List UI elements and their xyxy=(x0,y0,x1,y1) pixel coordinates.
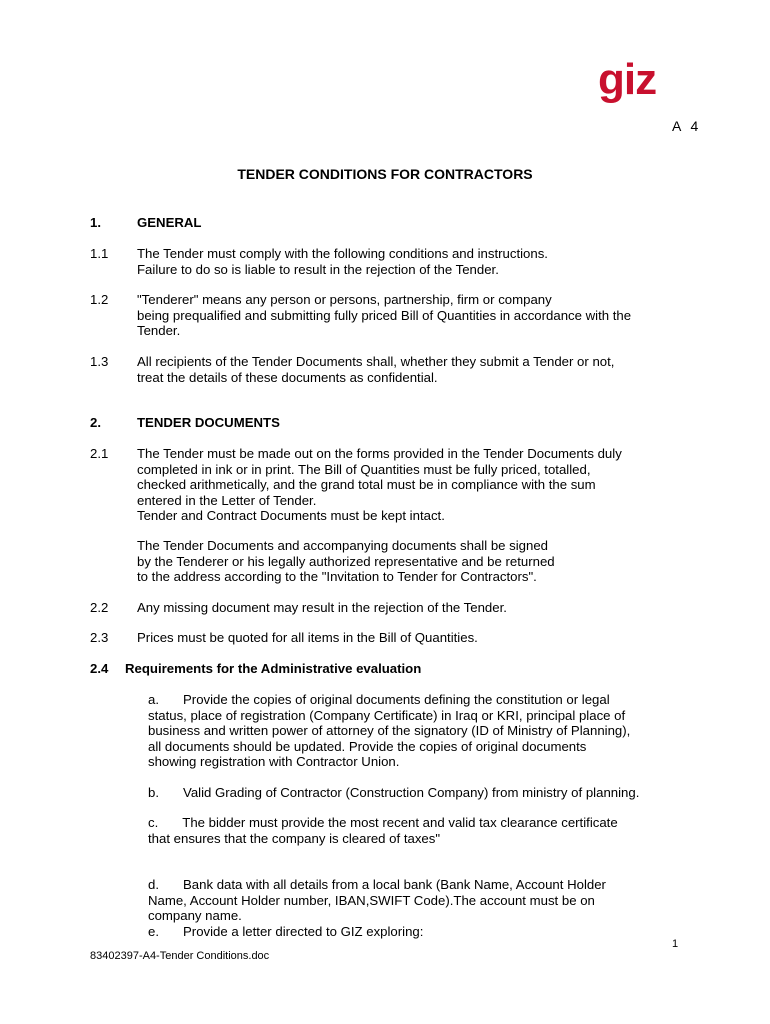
item-2-2-number: 2.2 xyxy=(90,600,109,615)
annex-label: A 4 xyxy=(672,118,702,134)
section-2-number: 2. xyxy=(90,415,101,430)
text-line: checked arithmetically, and the grand total must be in compliance with the sum xyxy=(137,477,596,492)
text-span: Valid Grading of Contractor (Construction Company) from ministry of planning. xyxy=(183,785,640,800)
text-line: All recipients of the Tender Documents shall, whether they submit a Tender or not, xyxy=(137,354,615,369)
footer-filename: 83402397-A4-Tender Conditions.doc xyxy=(90,950,270,962)
item-2-1-number: 2.1 xyxy=(90,446,109,461)
requirement-a xyxy=(148,692,708,770)
text-line: Tender and Contract Documents must be kept intact. xyxy=(137,508,445,523)
document-title: TENDER CONDITIONS FOR CONTRACTORS xyxy=(237,166,533,182)
item-2-4-heading: Requirements for the Administrative evaluation xyxy=(125,661,422,676)
text-line: to the address according to the "Invitation to Tender for Contractors". xyxy=(137,569,537,584)
item-2-1-text xyxy=(137,446,697,524)
text-line: completed in ink or in print. The Bill of Quantities must be fully priced, totalled, xyxy=(137,461,591,477)
item-2-1-paragraph-2 xyxy=(137,538,697,585)
text-span: Bank data with all details from a local bank (Bank Name, Account Holder xyxy=(183,877,606,892)
requirement-label: d. xyxy=(148,877,159,892)
text-span: Provide a letter directed to GIZ exploring: xyxy=(183,923,424,939)
text-line: The Tender must comply with the following conditions and instructions. xyxy=(137,246,548,261)
item-2-3-text: Prices must be quoted for all items in the Bill of Quantities. xyxy=(137,630,478,645)
item-1-3-number: 1.3 xyxy=(90,354,109,369)
requirement-label: b. xyxy=(148,785,159,800)
requirement-label: c. xyxy=(148,815,159,830)
section-1-number: 1. xyxy=(90,215,101,230)
text-line xyxy=(148,785,708,801)
requirement-label: e. xyxy=(148,923,159,939)
text-line: Name, Account Holder number, IBAN,SWIFT Code).The account must be on xyxy=(148,892,595,908)
text-line: "Tenderer" means any person or persons, partnership, firm or company xyxy=(137,292,552,307)
page-number: 1 xyxy=(672,938,679,950)
section-2-heading: TENDER DOCUMENTS xyxy=(137,415,280,430)
item-1-1-text xyxy=(137,246,697,277)
text-line: treat the details of these documents as confidential. xyxy=(137,369,438,385)
text-line: Tender. xyxy=(137,323,181,338)
text-line: showing registration with Contractor Union. xyxy=(148,754,400,769)
item-2-4-number: 2.4 xyxy=(90,661,109,676)
text-line xyxy=(148,815,708,831)
text-line xyxy=(148,924,708,940)
requirement-b xyxy=(148,785,708,801)
text-line xyxy=(148,692,708,708)
item-2-3-number: 2.3 xyxy=(90,630,109,645)
text-line: that ensures that the company is cleared of taxes" xyxy=(148,830,441,846)
item-1-1-number: 1.1 xyxy=(90,246,109,261)
text-line: The Tender must be made out on the forms provided in the Tender Documents duly xyxy=(137,446,622,461)
item-1-3-text xyxy=(137,354,697,385)
requirement-d xyxy=(148,877,708,939)
giz-logo: giz xyxy=(598,55,657,104)
text-line: entered in the Letter of Tender. xyxy=(137,492,317,508)
text-line: status, place of registration (Company Certificate) in Iraq or KRI, principal place of xyxy=(148,707,626,723)
text-line: by the Tenderer or his legally authorized representative and be returned xyxy=(137,553,555,569)
item-1-2-number: 1.2 xyxy=(90,292,109,307)
text-span: The bidder must provide the most recent and valid tax clearance certificate xyxy=(182,815,618,830)
text-span: Provide the copies of original documents defining the constitution or legal xyxy=(183,692,610,707)
section-1-heading: GENERAL xyxy=(137,215,202,230)
text-line: The Tender Documents and accompanying documents shall be signed xyxy=(137,538,549,553)
text-line: being prequalified and submitting fully priced Bill of Quantities in accordance with the xyxy=(137,307,632,323)
item-2-2-text: Any missing document may result in the rejection of the Tender. xyxy=(137,600,507,615)
text-line: Failure to do so is liable to result in the rejection of the Tender. xyxy=(137,261,499,277)
text-line: all documents should be updated. Provide the copies of original documents xyxy=(148,738,587,754)
text-line: company name. xyxy=(148,908,242,923)
item-1-2-text xyxy=(137,292,697,339)
requirement-c xyxy=(148,815,708,846)
text-line: business and written power of attorney of the signatory (ID of Ministry of Planning), xyxy=(148,723,631,738)
requirement-label: a. xyxy=(148,692,159,707)
text-line xyxy=(148,877,708,893)
